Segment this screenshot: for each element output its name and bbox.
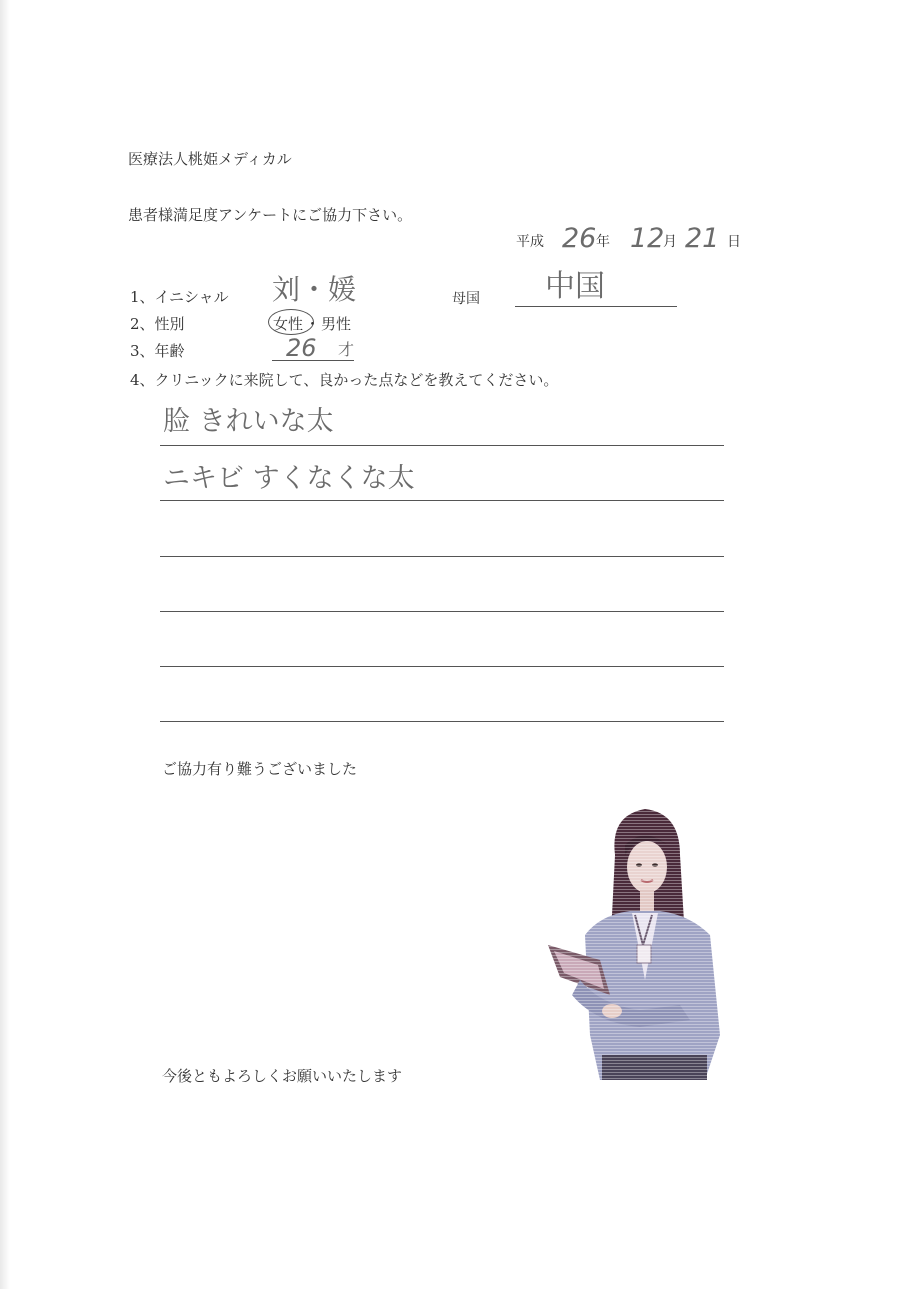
date-month-value: 12 <box>630 223 665 254</box>
gender-option-male: 男性 <box>321 315 352 333</box>
scan-edge-shadow <box>0 0 10 1289</box>
closing-text: 今後ともよろしくお願いいたします <box>162 1067 403 1085</box>
thanks-text: ご協力有り難うございました <box>162 760 358 778</box>
date-month-unit: 月 <box>663 234 677 250</box>
comment-rule <box>160 666 724 667</box>
country-underline <box>515 306 677 307</box>
country-label: 母国 <box>452 291 480 307</box>
question-1-label: 1、イニシャル <box>130 288 229 306</box>
clinic-name: 医療法人桃姫メディカル <box>128 150 292 168</box>
question-3-label: 3、年齢 <box>130 342 185 360</box>
comment-rule <box>160 721 724 722</box>
date-year-unit: 年 <box>596 234 610 250</box>
question-2-label: 2、性別 <box>130 315 185 333</box>
date-year-value: 26 <box>562 223 597 254</box>
gender-separator: ・ <box>305 315 321 333</box>
question-4-label: 4、クリニックに来院して、良かった点などを教えてください。 <box>130 371 559 389</box>
comment-line-text: ニキビ すくなくな太 <box>163 463 415 494</box>
date-era: 平成 <box>516 234 544 250</box>
comment-rule <box>160 556 724 557</box>
comment-line-text: 脸 きれいな太 <box>163 406 334 437</box>
age-answer: 26 <box>286 334 317 362</box>
staff-woman-illustration <box>540 805 740 1085</box>
date-day-value: 21 <box>685 223 720 254</box>
comment-rule <box>160 611 724 612</box>
initials-answer: 刘・媛 <box>272 273 357 306</box>
comment-rule <box>160 445 724 446</box>
gender-option-female: 女性 <box>273 315 304 333</box>
survey-title: 患者様満足度アンケートにご協力下さい。 <box>128 206 413 224</box>
date-day-unit: 日 <box>727 234 741 250</box>
age-unit: 才 <box>338 340 355 359</box>
comment-rule <box>160 500 724 501</box>
country-answer: 中国 <box>545 269 605 304</box>
age-underline <box>272 360 354 361</box>
